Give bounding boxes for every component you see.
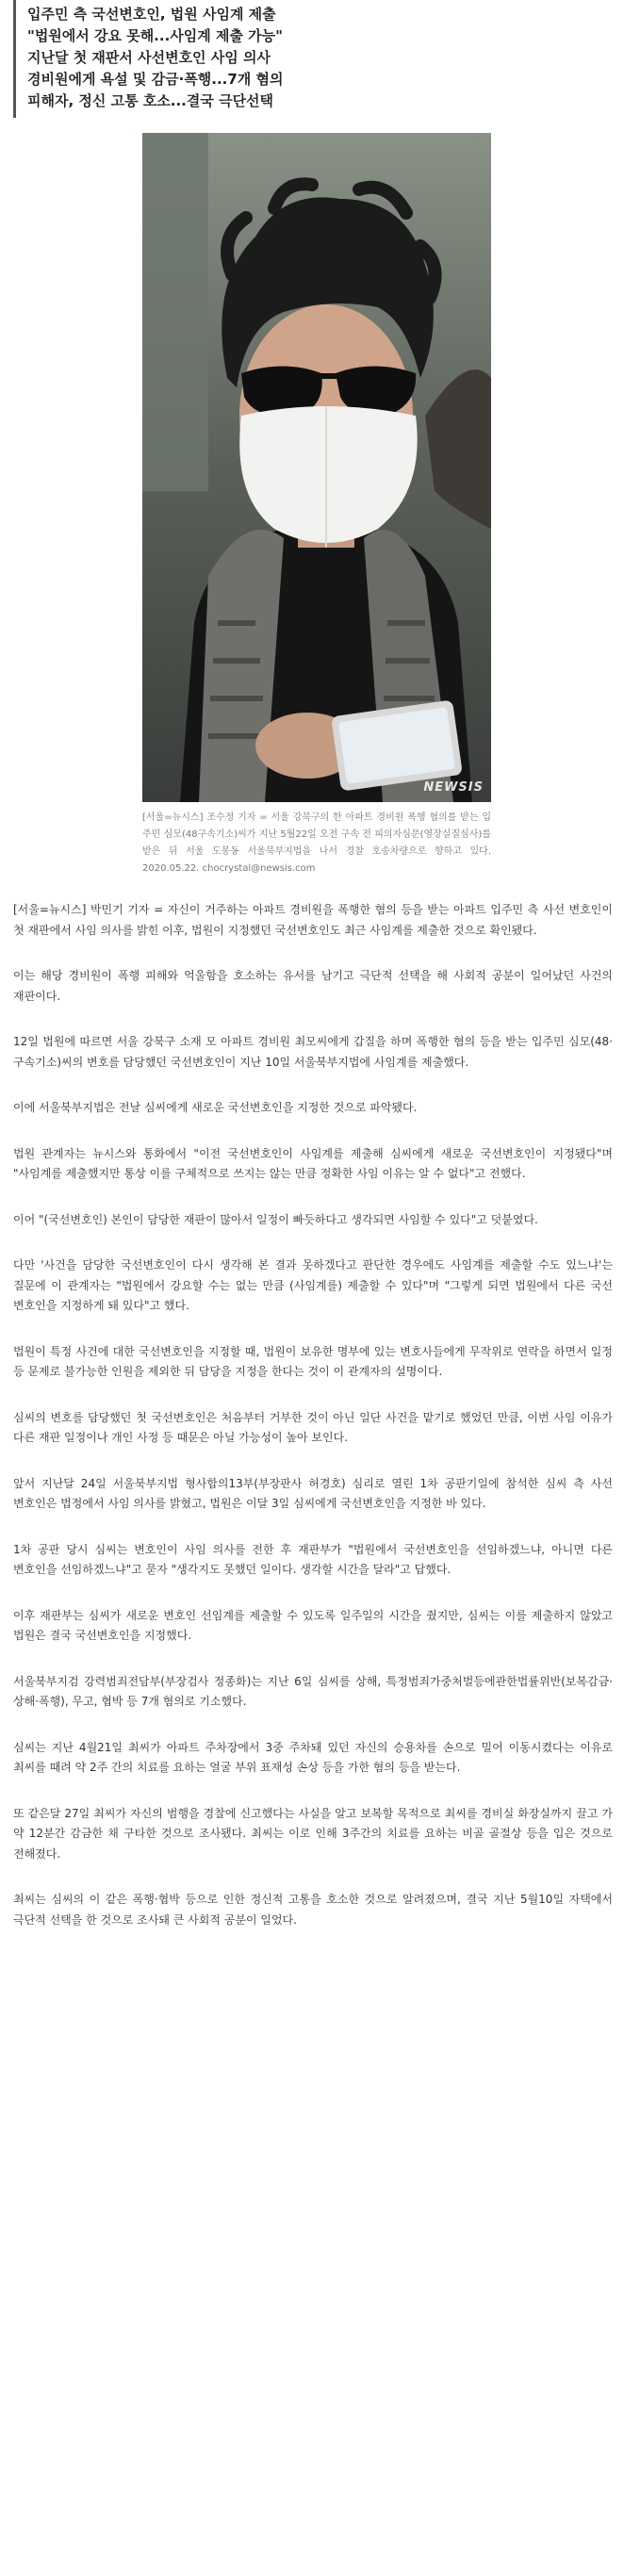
article-paragraph: 이는 해당 경비원이 폭행 피해와 억울함을 호소하는 유서를 남기고 극단적 선택을 해 사회적 공분이 일어났던 사건의 재판이다. <box>13 969 613 1003</box>
article-paragraph: 1차 공판 당시 심씨는 변호인이 사임 의사를 전한 후 재판부가 "법원에서 국선변호인을 선임하겠느냐, 아니면 다른 변호인을 선임하겠느냐"고 묻자 "생각지도 못했던 일이다. 생각할 시간을 달라"고 답했다. <box>13 1542 613 1576</box>
subhead-line: 입주민 측 국선변호인, 법원 사임계 제출 <box>27 6 276 23</box>
subhead-line: "법원에서 강요 못해...사임계 제출 가능" <box>27 27 283 44</box>
subhead-line: 경비원에게 욕설 및 감금·폭행...7개 혐의 <box>27 71 284 88</box>
article-paragraph: 서울북부지검 강력범죄전담부(부장검사 정종화)는 지난 6일 심씨를 상해, 특정범죄가중처벌등에관한법률위반(보복감금·상해·폭행), 무고, 협박 등 7개 혐의로 기소했다. <box>13 1674 613 1708</box>
article-paragraph: 법원이 특정 사건에 대한 국선변호인을 지정할 때, 법원이 보유한 명부에 있는 변호사들에게 무작위로 연락을 하면서 일정 등 문제로 불가능한 인원을 제외한 뒤 담당을 지정을 한다는 것이 이 관계자의 설명이다. <box>13 1344 613 1378</box>
article-paragraph: 12일 법원에 따르면 서울 강북구 소재 모 아파트 경비원 최모씨에게 갑질을 하며 폭행한 혐의 등을 받는 입주민 심모(48·구속기소)씨의 변호를 담당했던 국선변호인이 지난 10일 서울북부지법에 사임계를 제출했다. <box>13 1035 613 1069</box>
article-paragraph: 심씨는 지난 4월21일 최씨가 아파트 주차장에서 3중 주차돼 있던 자신의 승용차를 손으로 밀어 이동시켰다는 이유로 최씨를 때려 약 2주 간의 치료를 요하는 얼굴 부위 표재성 손상 등을 가한 혐의 등을 받는다. <box>13 1740 613 1774</box>
article-paragraph: 또 같은달 27일 최씨가 자신의 범행을 경찰에 신고했다는 사실을 알고 보복할 목적으로 최씨를 경비실 화장실까지 끌고 가 약 12분간 감금한 채 구타한 것으로 조사됐다. 최씨는 이로 인해 3주간의 치료를 요하는 비골 골절상 등을 입은 것으로 전해졌다. <box>13 1806 613 1861</box>
article-paragraph: [서울=뉴시스] 박민기 기자 = 자신이 거주하는 아파트 경비원을 폭행한 혐의 등을 받는 아파트 입주민 측 사선 변호인이 첫 재판에서 사임 의사를 밝힌 이후, 법원이 지정했던 국선변호인도 최근 사임계를 제출한 것으로 확인됐다. <box>13 903 613 937</box>
article-photo[interactable] <box>142 133 491 802</box>
newsis-watermark: NEWSIS <box>423 780 484 795</box>
article-paragraph: 법원 관계자는 뉴시스와 통화에서 "이전 국선변호인이 사임계를 제출해 심씨에게 새로운 국선변호인이 지정됐다"며 "사임계를 제출했지만 통상 이를 구체적으로 쓰지는 않는 만큼 정확한 사임 이유는 알 수 없다"고 전했다. <box>13 1146 613 1180</box>
article-subheadline <box>13 0 613 118</box>
photo-caption: [서울=뉴시스] 조수정 기자 = 서울 강북구의 한 아파트 경비원 폭행 협의를 받는 입주민 심모(48구속기소)씨가 지난 5월22일 오전 구속 전 피의자심문(영장실질심사)를 받은 뒤 서울 도봉동 서울북부지법을 나서 경찰 호송차량으로 향하고 있다. 2020.05.22. chocrystal@newsis.com <box>142 812 491 874</box>
article-paragraph: 이어 "(국선변호인) 본인이 담당한 재판이 많아서 일정이 빠듯하다고 생각되면 사임할 수 있다"고 덧붙였다. <box>13 1212 538 1226</box>
article-paragraph: 심씨의 변호를 담당했던 첫 국선변호인은 처음부터 거부한 것이 아닌 일단 사건을 맡기로 했었던 만큼, 이번 사임 이유가 다른 재판 일정이나 개인 사정 등 때문은 아닐 가능성이 높아 보인다. <box>13 1410 613 1444</box>
article-photo-figure <box>142 133 491 878</box>
article-paragraph: 최씨는 심씨의 이 같은 폭행·협박 등으로 인한 정신적 고통을 호소한 것으로 알려졌으며, 결국 지난 5월10일 자택에서 극단적 선택을 한 것으로 조사돼 큰 사회적 공분이 일었다. <box>13 1893 613 1927</box>
subhead-line: 지난달 첫 재판서 사선변호인 사임 의사 <box>27 49 271 66</box>
article-paragraph: 이후 재판부는 심씨가 새로운 변호인 선임계를 제출할 수 있도록 일주일의 시간을 줬지만, 심씨는 이를 제출하지 않았고 법원은 결국 국선변호인을 지정했다. <box>13 1608 613 1642</box>
photo-illustration <box>142 133 491 802</box>
subhead-line: 피해자, 정신 고통 호소...결국 극단선택 <box>27 92 274 109</box>
article-paragraph: 앞서 지난달 24일 서울북부지법 형사합의13부(부장판사 허경호) 심리로 열린 1차 공판기일에 참석한 심씨 측 사선 변호인은 법정에서 사임 의사를 밝혔고, 법원은 이달 3일 심씨에게 국선변호인을 지정한 바 있다. <box>13 1476 613 1510</box>
article-paragraph: 다만 '사건을 담당한 국선변호인이 다시 생각해 본 결과 못하겠다고 판단한 경우에도 사임계를 제출할 수도 있느냐'는 질문에 이 관계자는 "법원에서 강요할 수는 없는 만큼 (사임계를) 제출할 수 있다"며 "그렇게 되면 법원에서 다른 국선 변호인을 지정하게 돼 있다"고 했다. <box>13 1258 613 1312</box>
article-paragraph: 이에 서울북부지법은 전날 심씨에게 새로운 국선변호인을 지정한 것으로 파악됐다. <box>13 1101 418 1114</box>
article-body <box>13 900 613 1930</box>
